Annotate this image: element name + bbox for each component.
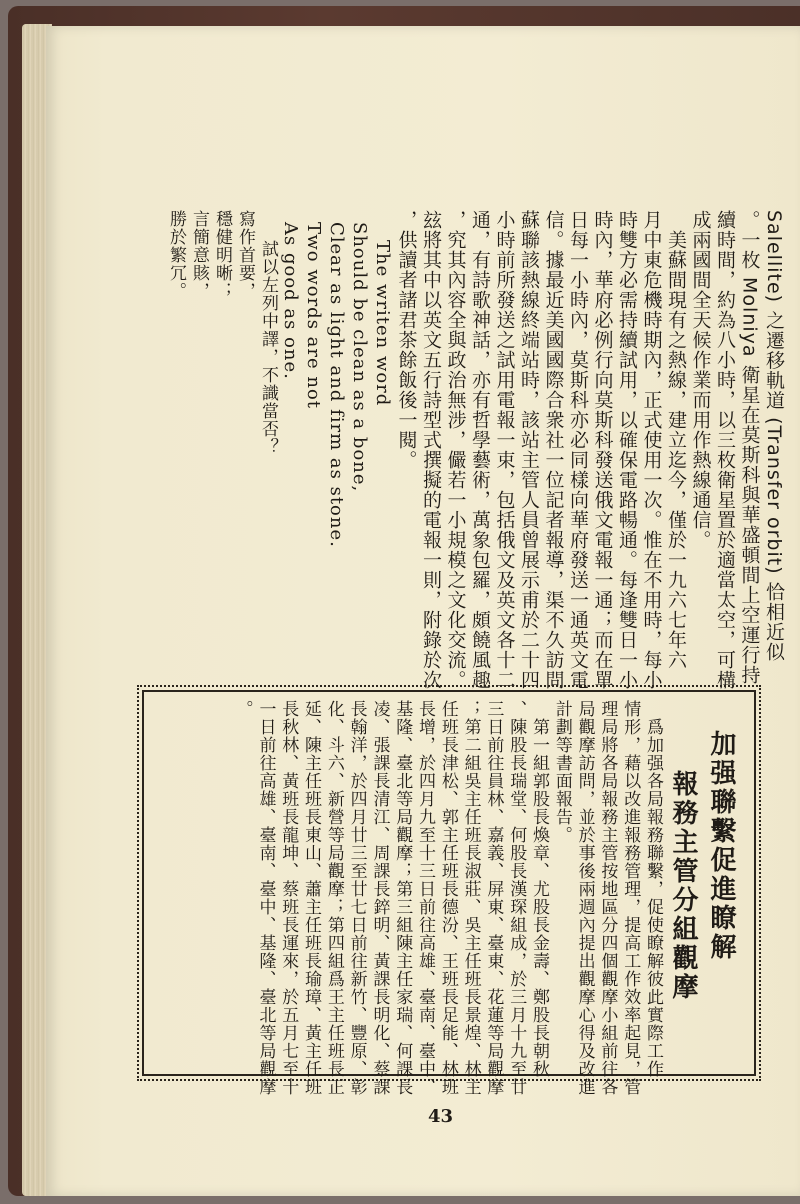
text-line: 第一組郭股長煥章、尤股長金壽、鄭股長朝秋 <box>529 718 550 1078</box>
article-subheadline: 報務主管分組觀摩 <box>668 770 698 1002</box>
poem-title: The writen word <box>372 240 393 407</box>
text-line: 情形，藉以改進報務管理，提高工作效率起見，管 <box>620 700 641 1096</box>
text-line: 長秋林、黃班長龍坤、蔡班長運來，於五月七至十 <box>278 700 299 1096</box>
article-headline: 加强聯繫促進瞭解 <box>706 730 736 962</box>
text-line: 小時前所發送之試用電報一束，包括俄文及英文各十二 <box>493 210 516 690</box>
text-line: 化、斗六、新營等局觀摩；第四組爲王主任班長正 <box>323 700 344 1096</box>
poem-line: Clear as light and firm as stone. <box>326 222 347 548</box>
poem-line: As good as one. <box>280 222 301 380</box>
text-line: 成兩國間全天候作業而用作熱線通信。 <box>689 210 712 550</box>
translation-line: 勝於繁冗。 <box>166 210 186 300</box>
text-line: 長翰洋，於四月廿三至廿七日前往新竹、豐原、彰 <box>346 700 367 1096</box>
text-line: 基隆、臺北等局觀摩；第三組陳主任家瑞、何課長 <box>392 700 413 1096</box>
text-line: 三日前往員林、嘉義、屏東、臺東、花蓮等局觀摩 <box>483 700 504 1096</box>
upper-article-text <box>164 210 786 690</box>
text-line: 玆將其中以英文五行詩型式撰擬的電報一則，附錄於次 <box>420 210 442 690</box>
book-page <box>46 26 800 1196</box>
text-line: ；第二組吳主任班長淑莊、吳主任班長景煌、林主 <box>460 700 481 1096</box>
text-line: 續時間，約為八小時，以三枚衛星置於適當太空，可構 <box>714 210 736 690</box>
text-line: 局觀摩訪問，並於事後兩週內提出觀摩心得及改進 <box>574 700 595 1096</box>
text-line: ，供讀者諸君茶餘飯後一閱。 <box>395 210 418 470</box>
text-line: 。一枚 Molniya 衛星在莫斯科與華盛頓間上空運行持 <box>738 210 761 685</box>
text-line: 蘇聯該熱線終端站時，該站主管人員曾展示甫於二十四 <box>518 210 540 690</box>
translation-line: 穩健明晰； <box>212 210 232 300</box>
text-line: 爲加强各局報務聯繫，促使瞭解彼此實際工作 <box>643 718 663 1078</box>
text-line: 信。據最近美國國際合衆社一位記者報導，渠不久訪問 <box>542 210 565 690</box>
translation-intro: 試以左列中譯，不識當否？ <box>258 240 278 456</box>
text-line: Salellite) 之遷移軌道 (Transfer orbit) 恰相近似 <box>763 210 785 662</box>
text-line: 、陳股長瑞堂、何股長漢琛組成，於三月十九至廿 <box>506 700 527 1096</box>
text-line: 時內，華府必例行向莫斯科發送俄文電報一通；而在單 <box>591 210 614 690</box>
poem-line: Two words are not <box>303 222 324 410</box>
text-line: 月中東危機時期內，正式使用一次。惟在不用時，每小 <box>640 210 663 690</box>
text-line: 延、陳主任班長東山、蕭主任班長瑜璋、黃主任班 <box>301 700 322 1096</box>
text-line: 美蘇間現有之熱線，建立迄今，僅於一九六七年六 <box>665 230 687 670</box>
bordered-article <box>142 690 756 1096</box>
text-line: 。 <box>232 700 253 718</box>
text-line: 通，有詩歌神話，亦有哲學藝術，萬象包羅，頗饒風趣 <box>469 210 491 690</box>
poem-line: Should be clean as a bone, <box>349 222 370 493</box>
text-line: 時雙方必需持續試用，以確保電路暢通。每逢雙日一小 <box>616 210 638 690</box>
translation-line: 寫作首要， <box>235 210 255 300</box>
translation-line: 言簡意賅， <box>189 210 209 300</box>
page-number: 43 <box>428 1106 454 1127</box>
text-line: 任班長津松、郭主任班長德汾、王班長足能、林班 <box>437 700 458 1096</box>
text-line: 一日前往高雄、臺南、臺中、基隆、臺北等局觀摩 <box>255 700 276 1096</box>
text-line: 日每一小時內，莫斯科亦必同樣向華府發送一通英文電 <box>567 210 589 690</box>
bordered-article-text <box>231 700 740 1096</box>
text-line: ，究其內容全與政治無涉，儼若一小規模之文化交流。 <box>444 210 467 690</box>
text-line: 計劃等書面報告。 <box>551 700 572 844</box>
text-line: 理局將各局報務主管按地區分四個觀摩小組前往各 <box>597 700 618 1096</box>
text-line: 凌、張課長清江、周課長錊明、黃課長明化、蔡課 <box>369 700 390 1096</box>
text-line: 長增，於四月九至十三日前往高雄、臺南、臺中、 <box>415 700 436 1096</box>
